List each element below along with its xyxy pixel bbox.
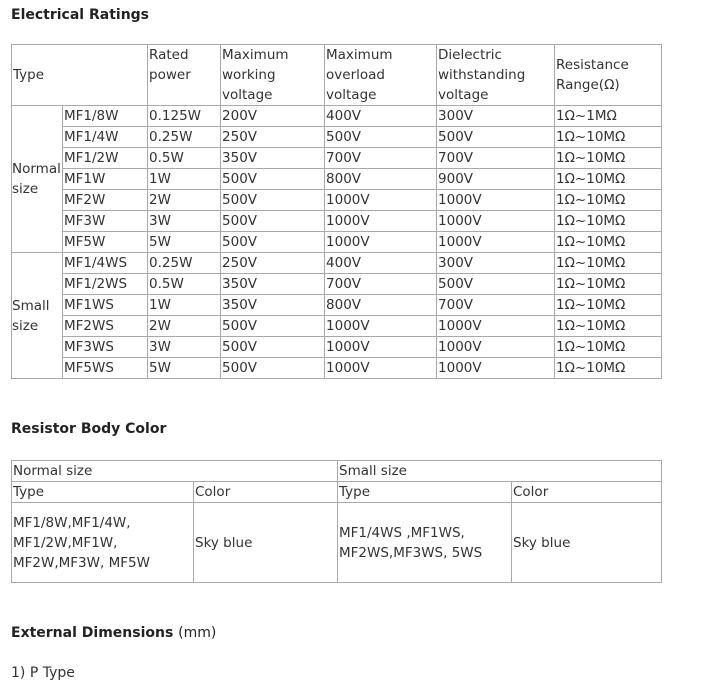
cell-dielectric: 1000V (437, 358, 555, 379)
cell-power: 1W (148, 295, 221, 316)
cell-range: 1Ω~10MΩ (555, 232, 662, 253)
cell-working: 500V (221, 190, 325, 211)
cell-working: 500V (221, 358, 325, 379)
table-header-row (12, 45, 662, 106)
cell-overload: 800V (325, 169, 437, 190)
small-size-title: Small size (338, 461, 662, 482)
table-row (12, 148, 662, 169)
cell-dielectric: 1000V (437, 316, 555, 337)
cell-working: 350V (221, 148, 325, 169)
table-row (12, 295, 662, 316)
cell-overload: 400V (325, 253, 437, 274)
small-type-label: Type (338, 482, 512, 503)
cell-dielectric: 700V (437, 295, 555, 316)
cell-overload: 700V (325, 274, 437, 295)
header-max-overload-voltage: Maximum overload voltage (325, 45, 437, 106)
cell-model: MF2WS (63, 316, 148, 337)
cell-working: 250V (221, 127, 325, 148)
cell-power: 0.5W (148, 148, 221, 169)
normal-size-title: Normal size (12, 461, 338, 482)
cell-dielectric: 300V (437, 106, 555, 127)
size-title-row (12, 461, 662, 482)
normal-color-cell: Sky blue (194, 503, 338, 583)
table-row (12, 106, 662, 127)
table-row (12, 232, 662, 253)
cell-power: 0.25W (148, 127, 221, 148)
cell-power: 2W (148, 190, 221, 211)
cell-power: 2W (148, 316, 221, 337)
electrical-ratings-table (11, 44, 662, 379)
body-color-heading: Resistor Body Color (11, 421, 167, 437)
cell-working: 500V (221, 169, 325, 190)
cell-dielectric: 300V (437, 253, 555, 274)
cell-dielectric: 1000V (437, 211, 555, 232)
cell-overload: 500V (325, 127, 437, 148)
cell-overload: 1000V (325, 190, 437, 211)
small-size-group-label: Small size (12, 253, 63, 379)
body-color-table (11, 460, 662, 583)
cell-power: 5W (148, 358, 221, 379)
table-row (12, 169, 662, 190)
cell-range: 1Ω~10MΩ (555, 337, 662, 358)
external-dimensions-heading (11, 625, 216, 642)
table-row (12, 127, 662, 148)
cell-range: 1Ω~10MΩ (555, 211, 662, 232)
cell-dielectric: 500V (437, 274, 555, 295)
cell-dielectric: 1000V (437, 337, 555, 358)
cell-working: 200V (221, 106, 325, 127)
cell-working: 350V (221, 274, 325, 295)
table-row (12, 253, 662, 274)
cell-range: 1Ω~10MΩ (555, 127, 662, 148)
cell-dielectric: 500V (437, 127, 555, 148)
cell-model: MF5W (63, 232, 148, 253)
table-row (12, 358, 662, 379)
cell-power: 0.125W (148, 106, 221, 127)
cell-range: 1Ω~10MΩ (555, 316, 662, 337)
cell-working: 350V (221, 295, 325, 316)
cell-model: MF1/2WS (63, 274, 148, 295)
normal-types-cell: MF1/8W,MF1/4W, MF1/2W,MF1W, MF2W,MF3W, MF5W (12, 503, 194, 583)
electrical-ratings-heading: Electrical Ratings (11, 7, 150, 23)
cell-overload: 1000V (325, 316, 437, 337)
small-color-label: Color (512, 482, 662, 503)
cell-overload: 1000V (325, 358, 437, 379)
cell-model: MF1/4WS (63, 253, 148, 274)
cell-model: MF1/4W (63, 127, 148, 148)
table-row (12, 316, 662, 337)
color-values-row (12, 503, 662, 583)
cell-range: 1Ω~10MΩ (555, 169, 662, 190)
cell-overload: 700V (325, 148, 437, 169)
cell-working: 500V (221, 211, 325, 232)
normal-size-group-label: Normal size (12, 106, 63, 253)
cell-working: 250V (221, 253, 325, 274)
cell-model: MF1/8W (63, 106, 148, 127)
cell-overload: 1000V (325, 337, 437, 358)
cell-dielectric: 900V (437, 169, 555, 190)
table-row (12, 190, 662, 211)
normal-color-label: Color (194, 482, 338, 503)
external-dimensions-title: External Dimensions (11, 625, 174, 641)
cell-working: 500V (221, 316, 325, 337)
cell-overload: 1000V (325, 211, 437, 232)
cell-range: 1Ω~10MΩ (555, 274, 662, 295)
table-row (12, 274, 662, 295)
column-label-row (12, 482, 662, 503)
cell-model: MF5WS (63, 358, 148, 379)
cell-range: 1Ω~10MΩ (555, 358, 662, 379)
cell-power: 3W (148, 211, 221, 232)
cell-overload: 800V (325, 295, 437, 316)
header-max-working-voltage: Maximum working voltage (221, 45, 325, 106)
cell-model: MF3W (63, 211, 148, 232)
cell-power: 3W (148, 337, 221, 358)
header-resistance-range: Resistance Range(Ω) (555, 45, 662, 106)
cell-power: 0.5W (148, 274, 221, 295)
header-type: Type (12, 45, 148, 106)
cell-range: 1Ω~1MΩ (555, 106, 662, 127)
cell-working: 500V (221, 337, 325, 358)
cell-dielectric: 1000V (437, 232, 555, 253)
cell-working: 500V (221, 232, 325, 253)
cell-model: MF1W (63, 169, 148, 190)
table-row (12, 211, 662, 232)
header-dielectric-voltage: Dielectric withstanding voltage (437, 45, 555, 106)
cell-model: MF1WS (63, 295, 148, 316)
cell-range: 1Ω~10MΩ (555, 253, 662, 274)
small-color-cell: Sky blue (512, 503, 662, 583)
cell-dielectric: 700V (437, 148, 555, 169)
small-types-cell: MF1/4WS ,MF1WS, MF2WS,MF3WS, 5WS (338, 503, 512, 583)
cell-power: 1W (148, 169, 221, 190)
dimensions-unit: (mm) (178, 625, 217, 641)
cell-model: MF1/2W (63, 148, 148, 169)
normal-type-label: Type (12, 482, 194, 503)
cell-overload: 400V (325, 106, 437, 127)
cell-model: MF3WS (63, 337, 148, 358)
header-rated-power: Rated power (148, 45, 221, 106)
cell-model: MF2W (63, 190, 148, 211)
cell-range: 1Ω~10MΩ (555, 148, 662, 169)
cell-range: 1Ω~10MΩ (555, 190, 662, 211)
table-row (12, 337, 662, 358)
cell-range: 1Ω~10MΩ (555, 295, 662, 316)
cell-overload: 1000V (325, 232, 437, 253)
cell-dielectric: 1000V (437, 190, 555, 211)
p-type-item: 1) P Type (11, 665, 75, 681)
cell-power: 0.25W (148, 253, 221, 274)
cell-power: 5W (148, 232, 221, 253)
